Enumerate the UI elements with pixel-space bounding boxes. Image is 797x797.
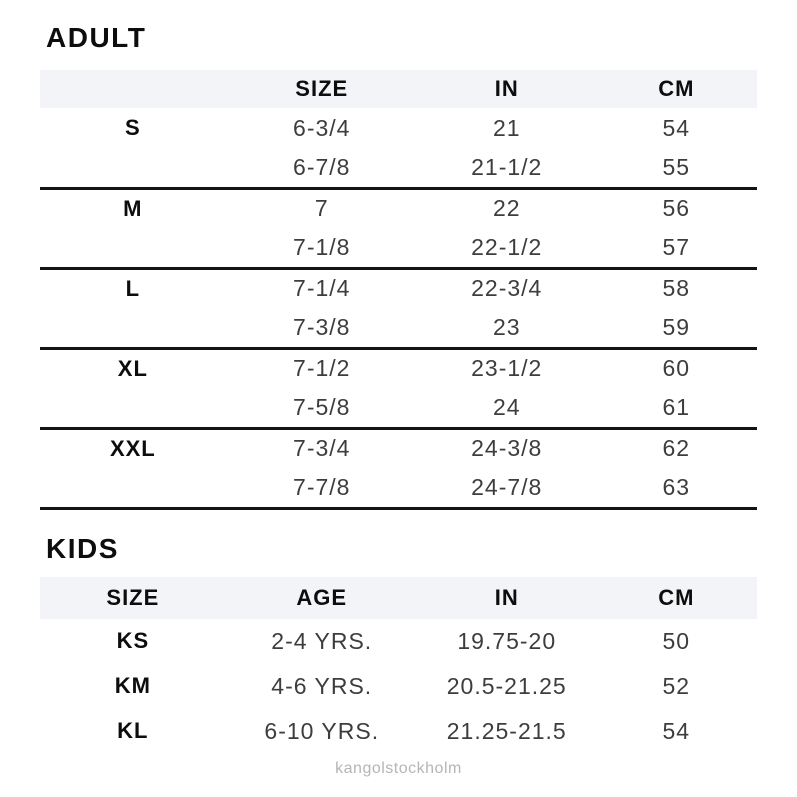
- cm-cell: 56: [662, 195, 691, 222]
- in-cell: 22: [492, 195, 521, 222]
- kids-size-table: [40, 577, 757, 754]
- table-row: [40, 148, 757, 188]
- size-label: XL: [117, 355, 148, 381]
- in-cell: 19.75-20: [457, 627, 557, 654]
- size-label-empty: [40, 388, 226, 428]
- cm-cell: 54: [662, 114, 691, 141]
- adult-section: [40, 22, 757, 510]
- size-cell: 7-1/8: [226, 228, 418, 268]
- size-cell: 6-3/4: [293, 114, 351, 141]
- age-cell: 4-6 YRS.: [271, 672, 373, 699]
- size-label: M: [123, 195, 143, 221]
- in-cell: 24: [418, 388, 596, 428]
- size-label: S: [125, 115, 141, 140]
- watermark-text: kangolstockholm: [335, 759, 462, 777]
- size-label-empty: [40, 148, 226, 188]
- in-cell: 20.5-21.25: [446, 672, 567, 699]
- table-row: [40, 664, 757, 709]
- column-header-age: AGE: [226, 577, 418, 619]
- in-cell: 24-3/8: [471, 435, 543, 462]
- size-cell: 7-3/4: [293, 435, 351, 462]
- cm-cell: 63: [596, 468, 757, 508]
- adult-title: ADULT: [46, 22, 147, 53]
- cm-cell: 55: [596, 148, 757, 188]
- size-cell: 7-1/2: [293, 355, 351, 382]
- in-cell: 24-7/8: [418, 468, 596, 508]
- in-cell: 21-1/2: [418, 148, 596, 188]
- kids-section: [40, 533, 757, 754]
- size-label: KM: [114, 673, 151, 698]
- size-cell: 7-7/8: [226, 468, 418, 508]
- size-cell: 7: [314, 195, 329, 222]
- size-cell: 7-1/4: [293, 275, 351, 302]
- column-header-size: SIZE: [226, 70, 418, 108]
- in-cell: 22-1/2: [418, 228, 596, 268]
- in-cell: 23-1/2: [471, 355, 543, 382]
- cm-cell: 57: [596, 228, 757, 268]
- age-cell: 6-10 YRS.: [264, 717, 380, 744]
- column-header-blank: [40, 70, 226, 108]
- cm-cell: 59: [596, 308, 757, 348]
- in-cell: 21: [492, 114, 521, 141]
- table-row: [40, 428, 757, 468]
- in-cell: 22-3/4: [471, 275, 543, 302]
- in-cell: 21.25-21.5: [446, 717, 567, 744]
- age-cell: 2-4 YRS.: [271, 627, 373, 654]
- size-label: KS: [116, 628, 150, 653]
- table-row: [40, 468, 757, 508]
- adult-size-table: [40, 70, 757, 510]
- cm-cell: 60: [662, 355, 691, 382]
- table-row: [40, 619, 757, 664]
- column-header-in: IN: [418, 70, 596, 108]
- cm-cell: 62: [662, 435, 691, 462]
- cm-cell: 61: [596, 388, 757, 428]
- size-label: L: [125, 275, 141, 301]
- table-row: [40, 188, 757, 228]
- column-header-in: IN: [418, 577, 596, 619]
- table-row: [40, 308, 757, 348]
- table-row: [40, 268, 757, 308]
- table-row: [40, 108, 757, 148]
- header-row: [40, 70, 757, 108]
- header-row: [40, 577, 757, 619]
- column-header-cm: CM: [596, 70, 757, 108]
- kids-table-header: [40, 577, 757, 619]
- column-header-cm: CM: [596, 577, 757, 619]
- size-label: XXL: [109, 435, 156, 461]
- size-label-empty: [40, 308, 226, 348]
- size-label-empty: [40, 468, 226, 508]
- cm-cell: 52: [662, 672, 691, 699]
- size-cell: 7-3/8: [226, 308, 418, 348]
- kids-title: KIDS: [46, 532, 119, 564]
- table-row: [40, 228, 757, 268]
- size-label-empty: [40, 228, 226, 268]
- cm-cell: 54: [662, 717, 691, 744]
- size-label: KL: [117, 718, 149, 743]
- in-cell: 23: [418, 308, 596, 348]
- cm-cell: 50: [662, 627, 691, 654]
- column-header-size: SIZE: [40, 577, 226, 619]
- adult-table-header: [40, 70, 757, 108]
- size-cell: 7-5/8: [226, 388, 418, 428]
- size-cell: 6-7/8: [226, 148, 418, 188]
- table-row: [40, 709, 757, 754]
- table-row: [40, 348, 757, 388]
- table-row: [40, 388, 757, 428]
- cm-cell: 58: [662, 275, 691, 302]
